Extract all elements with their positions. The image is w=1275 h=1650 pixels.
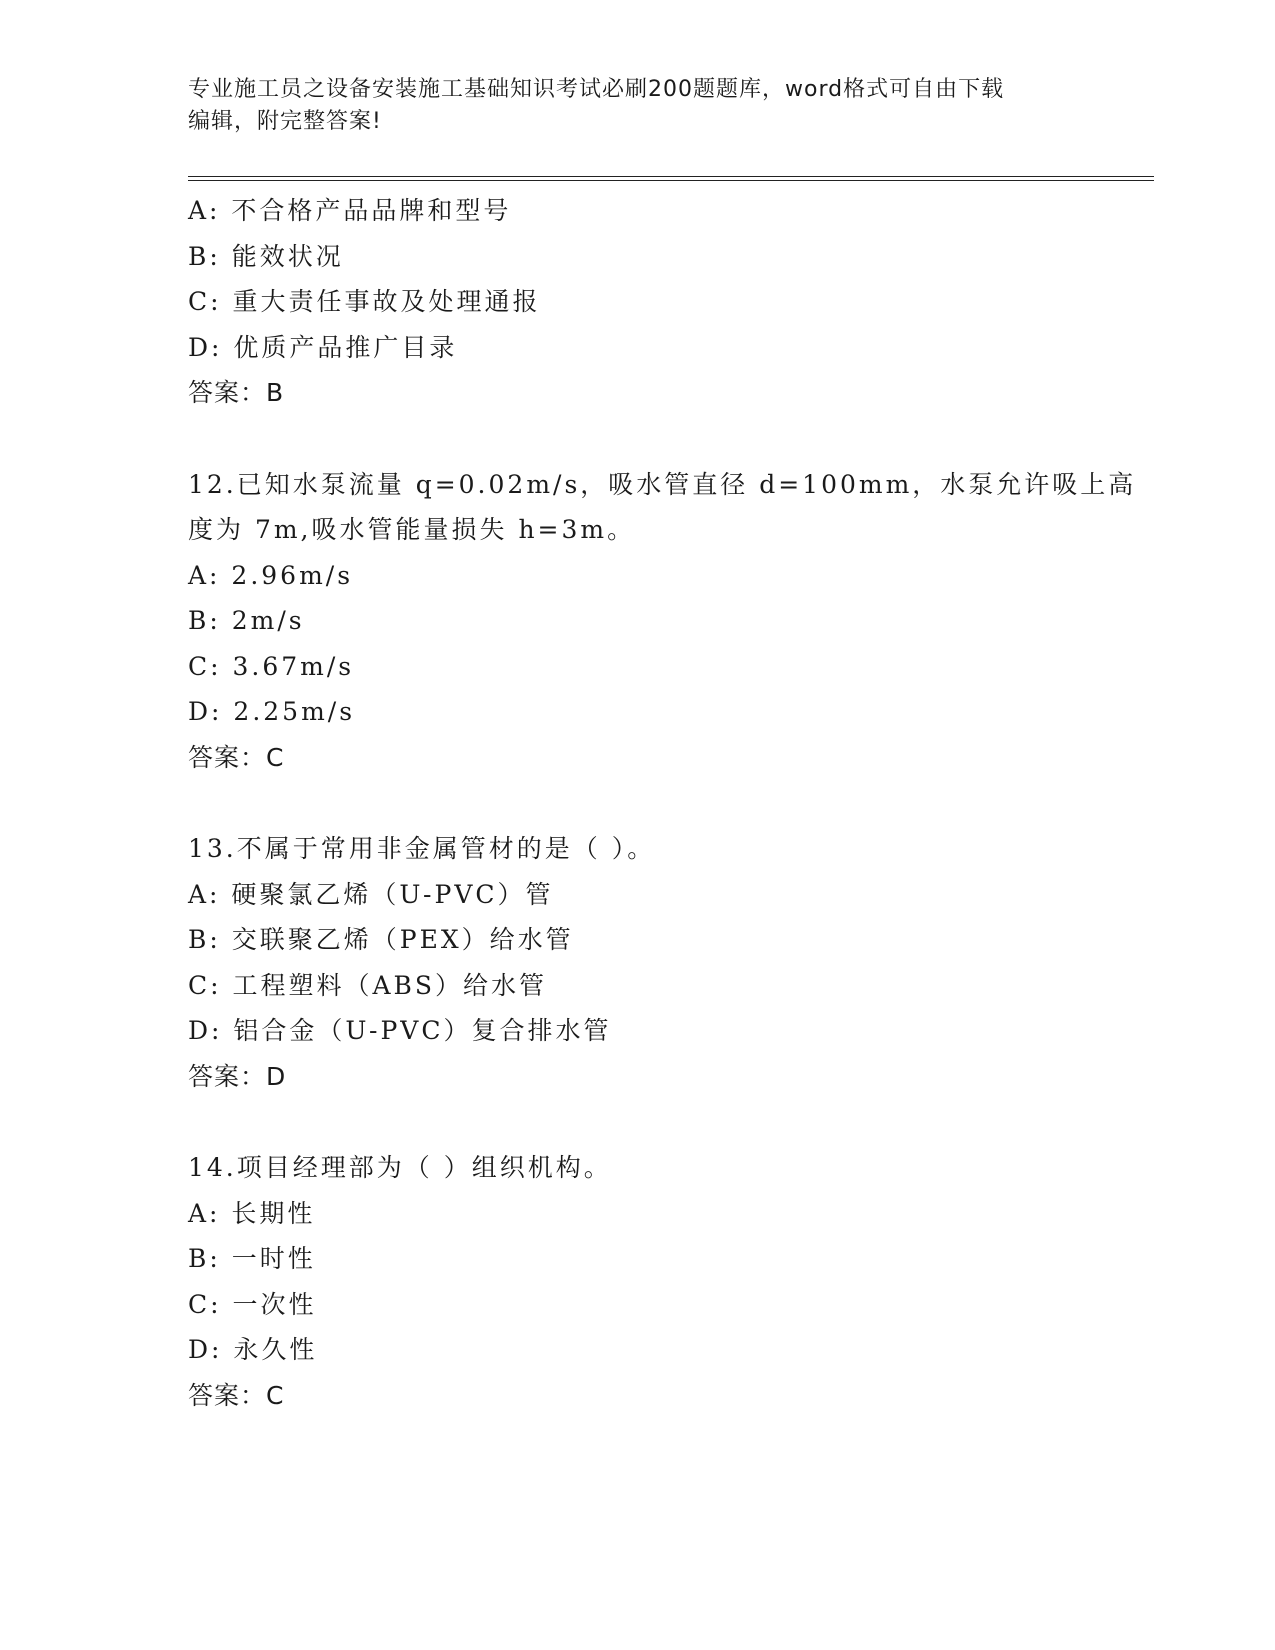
option-a: A: 2.96m/s: [188, 560, 354, 590]
spacer: [188, 780, 1148, 826]
answer: 答案：C: [188, 1380, 285, 1410]
question-stem: 13.不属于常用非金属管材的是（ ）。: [188, 834, 656, 863]
header-line-2: 编辑，附完整答案!: [188, 109, 382, 134]
option-c: C: 3.67m/s: [188, 651, 355, 681]
question-14: [188, 1145, 1148, 1418]
option-c: C: 工程塑料（ABS）给水管: [188, 970, 548, 1000]
question-stem: 12.已知水泵流量 q=0.02m/s，吸水管直径 d=100mm，水泵允许吸上高: [188, 469, 1137, 499]
option-b: B: 2m/s: [188, 606, 305, 635]
question-12: [188, 462, 1148, 781]
option-d: D: 优质产品推广目录: [188, 332, 458, 362]
option-d: D: 永久性: [188, 1335, 318, 1364]
question-stem-continued: 度为 7m,吸水管能量损失 h=3m。: [188, 515, 636, 544]
header-divider: [188, 176, 1154, 181]
option-c: C: 重大责任事故及处理通报: [188, 287, 541, 316]
option-a: A: 硬聚氯乙烯（U-PVC）管: [188, 879, 554, 909]
question-stem: 14.项目经理部为（ ）组织机构。: [188, 1153, 612, 1182]
question-list: [188, 188, 1148, 1418]
document-header: [188, 74, 1088, 138]
option-a: A: 长期性: [188, 1198, 316, 1228]
option-b: B: 交联聚乙烯（PEX）给水管: [188, 925, 574, 954]
answer: 答案：D: [188, 1061, 287, 1091]
spacer: [188, 416, 1148, 462]
header-line-1: 专业施工员之设备安装施工基础知识考试必刷200题题库，word格式可自由下载: [188, 77, 1005, 102]
option-d: D: 2.25m/s: [188, 697, 356, 726]
answer: 答案：C: [188, 742, 285, 772]
answer: 答案：B: [188, 378, 285, 407]
option-b: B: 能效状况: [188, 241, 344, 271]
option-c: C: 一次性: [188, 1289, 317, 1319]
question-11: [188, 188, 1148, 416]
question-13: [188, 826, 1148, 1099]
spacer: [188, 1099, 1148, 1145]
option-b: B: 一时性: [188, 1244, 316, 1273]
option-a: A: 不合格产品品牌和型号: [188, 196, 512, 225]
option-d: D: 铝合金（U-PVC）复合排水管: [188, 1016, 612, 1045]
